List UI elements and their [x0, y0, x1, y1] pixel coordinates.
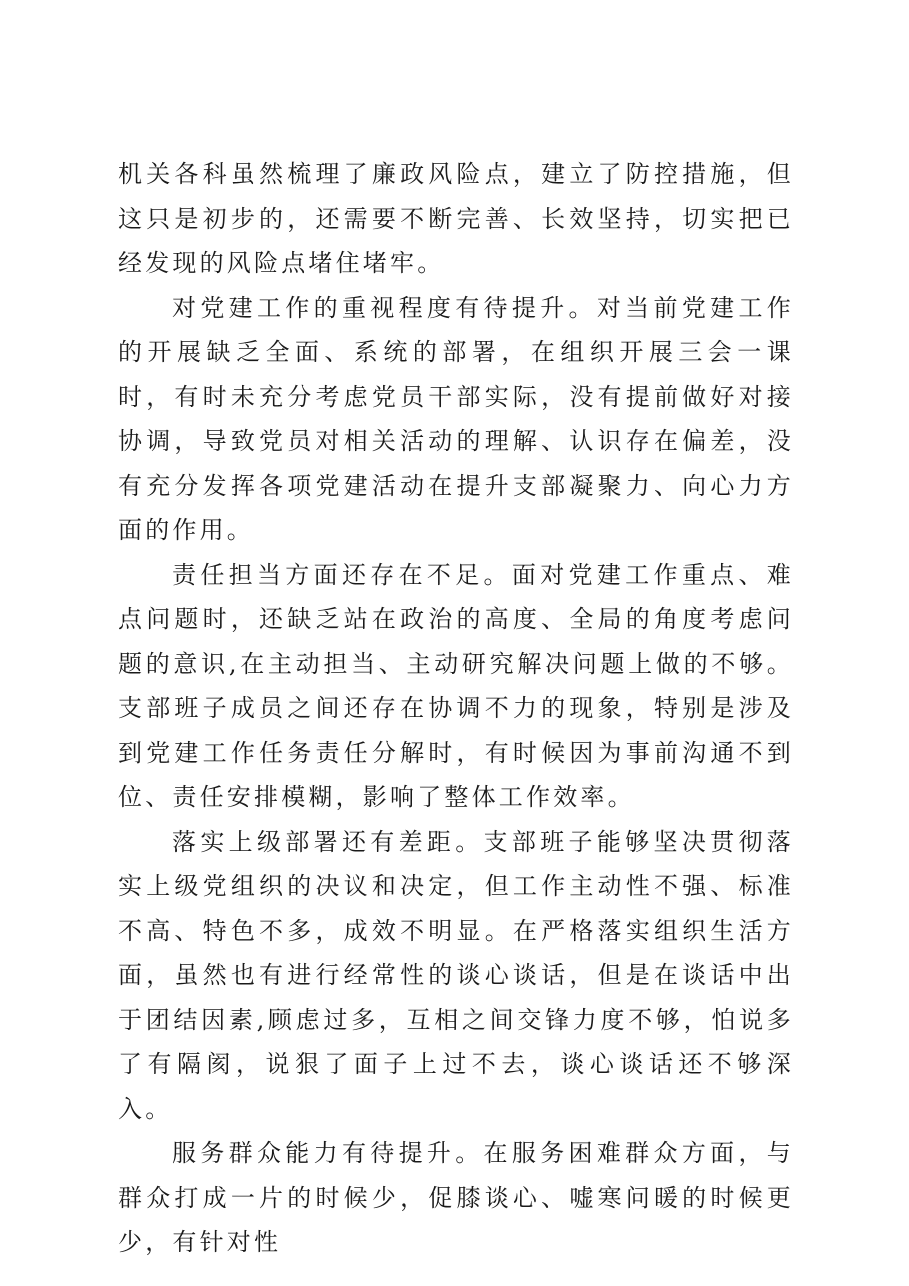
- paragraph-1: 机关各科虽然梳理了廉政风险点，建立了防控措施，但这只是初步的，还需要不断完善、长效坚持，切实把已经发现的风险点堵住堵牢。: [118, 160, 794, 277]
- paragraph-4: 落实上级部署还有差距。支部班子能够坚决贯彻落实上级党组织的决议和决定，但工作主动性不强、标准不高、特色不多，成效不明显。在严格落实组织生活方面，虽然也有进行经常性的谈心谈话，但是在谈话中出于团结因素,顾虑过多，互相之间交锋力度不够，怕说多了有隔阂，说狠了面子上过不去，谈心谈话还不够深入。: [118, 827, 794, 1123]
- paragraph-3: 责任担当方面还存在不足。面对党建工作重点、难点问题时，还缺乏站在政治的高度、全局的角度考虑问题的意识,在主动担当、主动研究解决问题上做的不够。支部班子成员之间还存在协调不力的现象，特别是涉及到党建工作任务责任分解时，有时候因为事前沟通不到位、责任安排模糊，影响了整体工作效率。: [118, 560, 794, 811]
- paragraph-2: 对党建工作的重视程度有待提升。对当前党建工作的开展缺乏全面、系统的部署，在组织开展三会一课时，有时未充分考虑党员干部实际，没有提前做好对接协调，导致党员对相关活动的理解、认识存在偏差，没有充分发挥各项党建活动在提升支部凝聚力、向心力方面的作用。: [118, 293, 794, 544]
- paragraph-5: 服务群众能力有待提升。在服务困难群众方面，与群众打成一片的时候少，促膝谈心、嘘寒问暖的时候更少，有针对性: [118, 1139, 794, 1256]
- document-body: [118, 152, 794, 1265]
